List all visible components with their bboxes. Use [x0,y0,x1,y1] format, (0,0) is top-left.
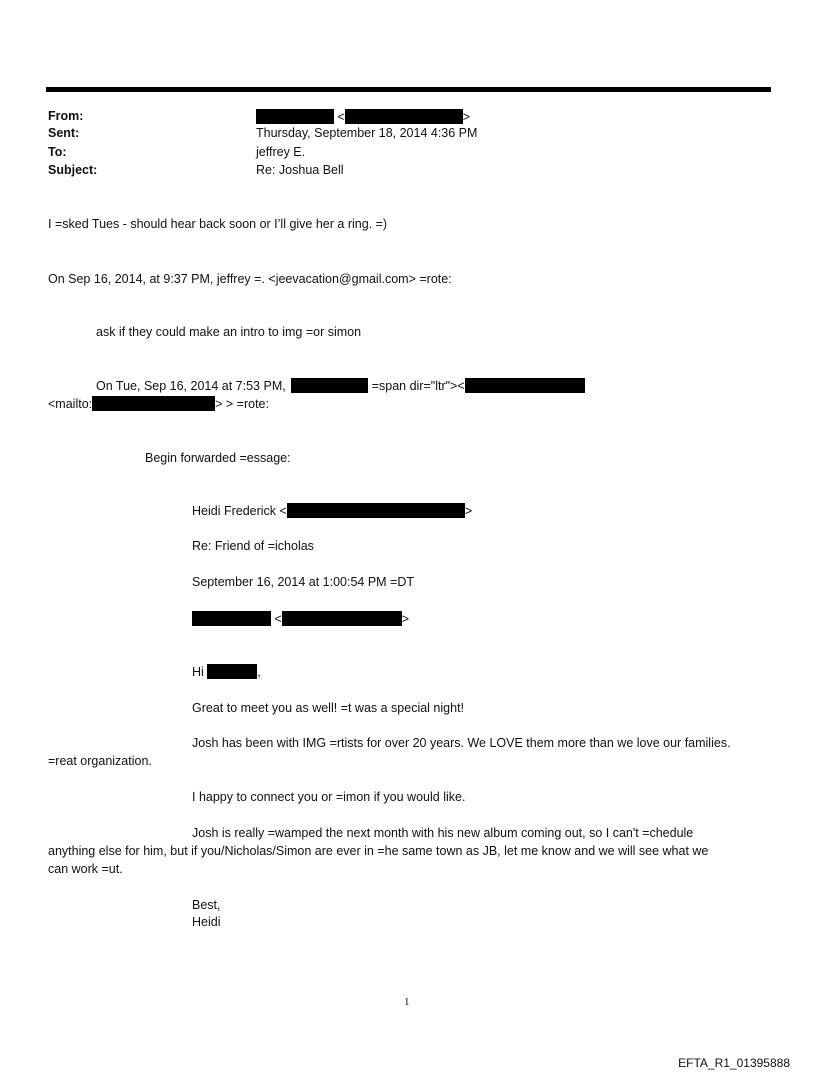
redaction-block [192,611,271,626]
from-lt: < [337,110,345,124]
paragraph-4-line-3: can work =ut. [48,862,123,876]
quote-header-2-text: On Tue, Sep 16, 2014 at 7:53 PM, [96,379,286,393]
paragraph-3: I happy to connect you or =imon if you would like. [192,790,466,804]
fwd-from [192,503,472,519]
greeting [192,664,261,680]
quoted-message-1: ask if they could make an intro to img =or simon [96,325,362,339]
subject-label: Subject: [48,163,98,177]
paragraph-2-line-2: =reat organization. [48,754,152,768]
redaction-block [465,378,585,393]
fwd-subject: Re: Friend of =icholas [192,539,314,553]
fwd-from-name: Heidi Frederick < [192,504,287,518]
page-number: 1 [404,996,410,1008]
quote-header-2-span: =span dir="ltr">< [371,379,465,393]
forwarded-header: Begin forwarded =essage: [145,451,291,465]
signature: Heidi [192,915,221,929]
paragraph-2-line-1: Josh has been with IMG =rtists for over 20 years. We LOVE them more than we love our families. [192,736,731,750]
bates-number: EFTA_R1_01395888 [678,1056,790,1070]
redaction-block [256,109,334,124]
redaction-block [345,109,463,124]
mailto-text: <mailto: [48,397,93,411]
fwd-to [192,611,409,627]
to-value: jeffrey E. [256,145,306,159]
paragraph-4-line-2: anything else for him, but if you/Nicholas/Simon are ever in =he same town as JB, let me know and we will see what we [48,844,709,858]
redaction-block [287,503,465,518]
redaction-block [92,396,215,411]
quote-header-1: On Sep 16, 2014, at 9:37 PM, jeffrey =. <jeevacation@gmail.com> =rote: [48,272,452,286]
paragraph-1: Great to meet you as well! =t was a special night! [192,701,465,715]
fwd-to-lt: < [274,612,282,626]
fwd-date: September 16, 2014 at 1:00:54 PM =DT [192,575,415,589]
header-rule [46,87,771,92]
from-gt: > [462,110,471,124]
redaction-block [207,664,257,679]
from-value [256,109,470,125]
fwd-from-gt: > [464,504,473,518]
sent-value: Thursday, September 18, 2014 4:36 PM [256,126,478,140]
to-label: To: [48,145,67,159]
redaction-block [291,378,368,393]
greeting-comma: , [257,665,261,679]
subject-value: Re: Joshua Bell [256,163,344,177]
paragraph-4-line-1: Josh is really =wamped the next month with his new album coming out, so I can't =chedule [192,826,694,840]
quote-header-2-cont [48,396,269,412]
signoff: Best, [192,898,221,912]
sent-label: Sent: [48,126,80,140]
reply-line: I =sked Tues - should hear back soon or I’ll give her a ring. =) [48,217,388,231]
fwd-to-gt: > [401,612,410,626]
from-label: From: [48,109,84,123]
quote-header-2 [96,378,585,394]
greeting-hi: Hi [192,665,204,679]
redaction-block [282,611,402,626]
wrote-text: > > =rote: [215,397,269,411]
